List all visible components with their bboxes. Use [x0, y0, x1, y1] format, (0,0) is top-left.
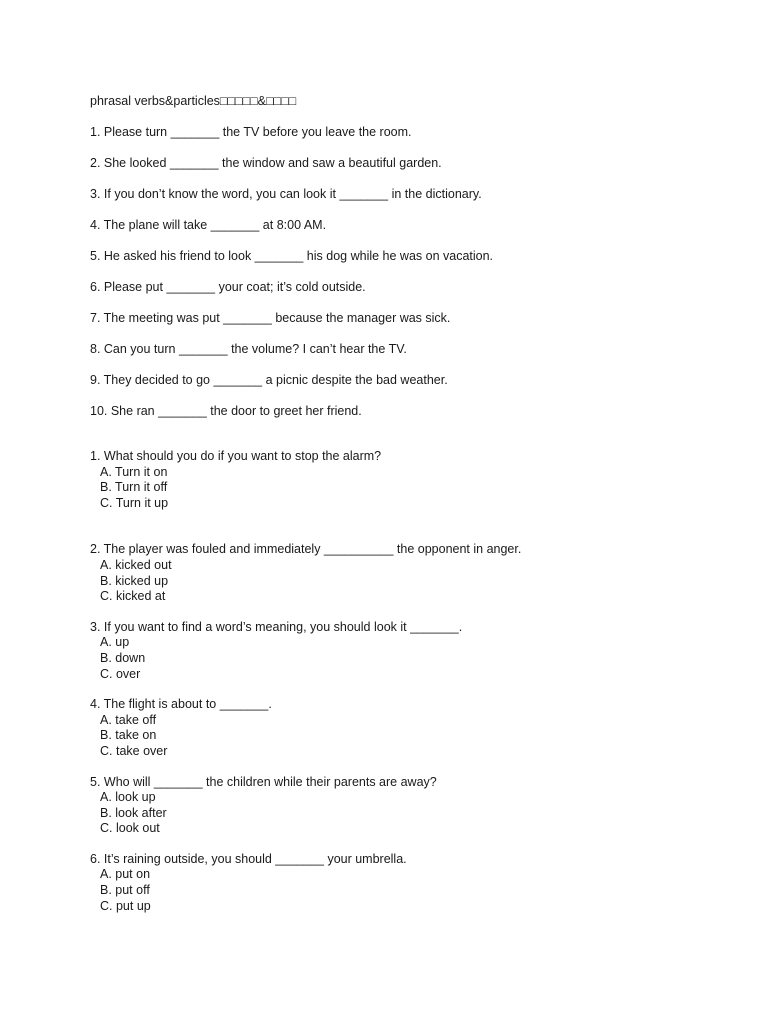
- fill-in-blank-item: 4. The plane will take _______ at 8:00 AM.: [90, 218, 327, 232]
- multiple-choice-section: [90, 449, 730, 914]
- multiple-choice-question: [90, 852, 730, 914]
- answer-option: A. Turn it on: [100, 464, 168, 479]
- fill-in-blank-item: 3. If you don’t know the word, you can look it _______ in the dictionary.: [90, 187, 482, 201]
- answer-option: B. put off: [100, 883, 150, 898]
- multiple-choice-question: [90, 542, 730, 604]
- multiple-choice-question: [90, 775, 730, 837]
- answer-option: A. up: [100, 635, 130, 650]
- answer-option: A. take off: [100, 712, 157, 727]
- answer-option: C. put up: [100, 898, 151, 913]
- answer-option: A. put on: [100, 867, 151, 882]
- fill-in-blank-item: 7. The meeting was put _______ because the manager was sick.: [90, 311, 451, 325]
- multiple-choice-question: [90, 449, 730, 511]
- answer-option: B. Turn it off: [100, 480, 168, 495]
- fill-in-blank-item: 5. He asked his friend to look _______ his dog while he was on vacation.: [90, 249, 494, 263]
- answer-option: C. over: [100, 666, 141, 681]
- fill-in-blank-item: 10. She ran _______ the door to greet her friend.: [90, 404, 362, 418]
- answer-option: B. look after: [100, 805, 167, 820]
- worksheet: [90, 93, 730, 929]
- answer-option: B. down: [100, 650, 146, 665]
- fill-in-blank-item: 6. Please put _______ your coat; it’s cold outside.: [90, 280, 366, 294]
- answer-option: C. look out: [100, 821, 160, 836]
- fill-in-blank-item: 1. Please turn _______ the TV before you leave the room.: [90, 125, 412, 139]
- question-stem: 1. What should you do if you want to stop the alarm?: [90, 449, 382, 463]
- fill-in-blank-section: [90, 124, 730, 419]
- fill-in-blank-item: 9. They decided to go _______ a picnic despite the bad weather.: [90, 373, 448, 387]
- question-stem: 4. The flight is about to _______.: [90, 697, 272, 712]
- answer-option: C. take over: [100, 743, 168, 758]
- worksheet-title: phrasal verbs&particles□□□□□&□□□□: [90, 94, 297, 108]
- multiple-choice-question: [90, 620, 730, 682]
- question-stem: 5. Who will _______ the children while their parents are away?: [90, 774, 437, 789]
- fill-in-blank-item: 8. Can you turn _______ the volume? I can’t hear the TV.: [90, 342, 407, 356]
- multiple-choice-question: [90, 697, 730, 759]
- question-stem: 2. The player was fouled and immediately __________ the opponent in anger.: [90, 542, 522, 557]
- fill-in-blank-item: 2. She looked _______ the window and saw a beautiful garden.: [90, 156, 442, 170]
- answer-option: C. Turn it up: [100, 495, 169, 510]
- answer-option: B. take on: [100, 728, 157, 743]
- answer-option: B. kicked up: [100, 573, 169, 588]
- question-stem: 6. It’s raining outside, you should _______ your umbrella.: [90, 851, 407, 866]
- answer-option: A. kicked out: [100, 557, 172, 572]
- question-stem: 3. If you want to find a word’s meaning, you should look it _______.: [90, 619, 463, 634]
- answer-option: C. kicked at: [100, 589, 166, 604]
- answer-option: A. look up: [100, 790, 156, 805]
